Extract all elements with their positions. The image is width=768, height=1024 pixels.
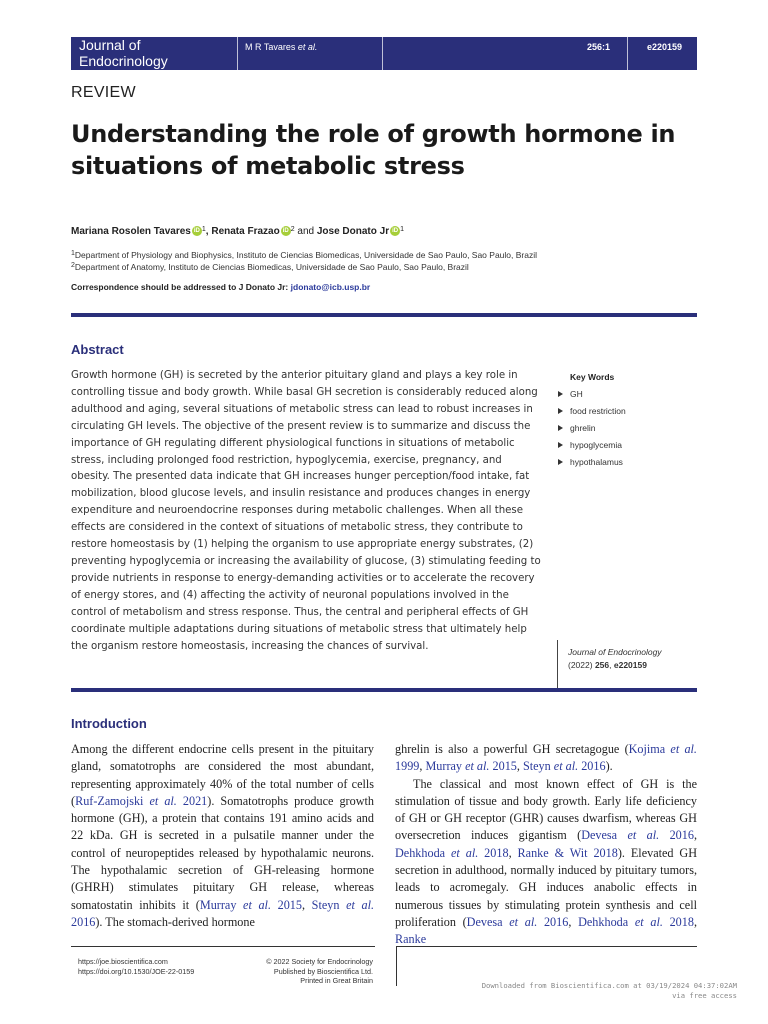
citation-details: (2022) 256, e220159 (568, 660, 647, 670)
introduction-heading: Introduction (71, 716, 147, 731)
orcid-icon[interactable]: iD (282, 228, 289, 235)
citation-link[interactable]: Dehkhoda (395, 845, 452, 860)
triangle-bullet-icon (558, 442, 563, 448)
citation-link[interactable]: Steyn (522, 759, 554, 774)
citation-link[interactable]: et al. (670, 742, 697, 756)
correspondence (71, 282, 370, 292)
citation-link[interactable]: 2018 (662, 914, 694, 929)
citation-link[interactable]: et al. (451, 845, 479, 860)
access-stamp: via free access (672, 991, 737, 1000)
journal-name-line1: Journal of (79, 37, 141, 53)
journal-header-bar (71, 37, 697, 70)
header-volume: 256:1 (587, 42, 611, 52)
keyword-item: GH (556, 386, 626, 403)
body-column-left (71, 741, 374, 931)
keyword-item: hypothalamus (556, 454, 626, 471)
section-rule (71, 313, 697, 317)
citation-link[interactable]: Dehkhoda (578, 914, 635, 929)
abstract-heading: Abstract (71, 342, 124, 357)
footer-rule (396, 946, 697, 947)
citation-link[interactable]: Devesa (466, 914, 510, 929)
keywords-heading: Key Words (570, 372, 615, 382)
citation-journal: Journal of Endocrinology (568, 647, 662, 657)
citation-link[interactable]: et al. (149, 793, 177, 808)
header-article-id: e220159 (647, 42, 683, 52)
triangle-bullet-icon (558, 459, 563, 465)
keyword-item: ghrelin (556, 420, 626, 437)
body-column-right (395, 741, 697, 949)
citation-link[interactable]: et al. (509, 914, 538, 929)
footer-printed: Printed in Great Britain (300, 976, 373, 985)
article-type: REVIEW (71, 84, 136, 101)
citation-link[interactable]: et al. (553, 759, 579, 774)
triangle-bullet-icon (558, 425, 563, 431)
footer-copyright: © 2022 Society for Endocrinology (266, 957, 373, 966)
abstract-text: Growth hormone (GH) is secreted by the anterior pituitary gland and plays a key role in controlling tissue and body growth. While basal GH secretion is considerably reduced along adulthood and aging, several situations of metabolic stress can lead to robust increases in circulating GH levels. The objective of the present review is to summarize and discuss the importance of GH regulating different physiological functions in situations of metabolic stress, including prolonged food restriction, hypoglycemia, exercise, pregnancy, and obesity. The presented data indicate that GH increases hunger perception/food intake, fat mobilization, blood glucose levels, and insulin resistance and produces changes in energy expenditure and neuroendocrine responses during metabolic challenges. When all these effects are considered in the context of situations of metabolic stress, they contribute to restore homeostasis by (1) helping the organism to use appropriate energy substrates, (2) preventing hypoglycemia or increasing the availability of glucose, (3) stimulating feeding to provide nutrients in response to energy-demanding activities or to accelerate the recovery of energy stores, and (4) affecting the activity of neuronal populations involved in the control of metabolism and stress response. Thus, the central and peripheral effects of GH coordinate multiple adaptations during situations of metabolic stress that ultimately help the organism restore homeostasis, increasing the chances of survival. (71, 370, 541, 652)
download-stamp: Downloaded from Bioscientifica.com at 03/19/2024 04:37:02AM (481, 981, 737, 990)
author-affiliation-marker: 2 (290, 226, 295, 233)
citation-link[interactable]: 2021 (176, 793, 208, 808)
citation-link[interactable]: 2015 (271, 897, 302, 912)
header-divider (237, 37, 238, 70)
journal-url-link[interactable]: https://joe.bioscientifica.com (78, 957, 168, 966)
header-divider (627, 37, 628, 70)
triangle-bullet-icon (558, 408, 563, 414)
affiliation: $^2$Department of Anatomy, Instituto de Ciencias Biomedicas, Universidade de Sao Paulo, Sao Paulo, Brazil (71, 262, 469, 272)
author-affiliation-marker: 1 (400, 226, 405, 233)
citation-link[interactable]: Ruf-Zamojski (75, 793, 150, 808)
journal-name-line2: Endocrinology (79, 53, 168, 69)
correspondence-email-link[interactable]: jdonato@icb.usp.br (290, 282, 371, 292)
citation-link[interactable]: Murray (199, 897, 244, 912)
citation-link[interactable]: et al. (465, 759, 490, 774)
citation-link[interactable]: et al. (346, 897, 375, 912)
citation-link[interactable]: Steyn (311, 897, 347, 912)
citation-link[interactable]: Murray (425, 759, 466, 774)
author-affiliation-marker: 1 (201, 226, 206, 233)
citation-link[interactable]: 2018 (478, 845, 509, 860)
title-line: situations of metabolic stress (71, 152, 465, 180)
citation-link[interactable]: 1999 (395, 759, 420, 774)
author-name[interactable]: Renata Frazao (211, 226, 280, 237)
author-separator: , (205, 226, 212, 237)
citation-link[interactable]: et al. (627, 828, 660, 843)
header-authors: M R Tavares et al. (245, 42, 318, 52)
body-paragraph: Among the different endocrine cells present in the pituitary gland, somatotrophs are considered the most abundant, representing approximately 40% of the total number of cells (Ruf-Zamojski et al. 2021). Somatotrophs produce growth hormone (GH), a protein that contains 191 amino acids and 22 kDa. GH is secreted in a pulsatile manner under the control of neuropeptides released by hypothalamic neurons. The hypothalamic secretion of GH-releasing hormone (GHRH) stimulates pituitary GH release, whereas somatostatin inhibits it (Murray et al. 2015, Steyn et al. 2016). The stomach-derived hormone (71, 742, 375, 929)
keywords-list (556, 386, 626, 471)
keyword-item: food restriction (556, 403, 626, 420)
footer-rule (71, 946, 375, 947)
header-divider (382, 37, 383, 70)
citation-link[interactable]: 2016 (578, 759, 606, 774)
citation-link[interactable]: Ranke & Wit 2018 (517, 845, 618, 860)
article-title (71, 118, 691, 182)
citation-link[interactable]: Kojima (628, 742, 671, 756)
citation-link[interactable]: 2015 (489, 759, 517, 774)
citation-link[interactable]: 2016 (537, 914, 569, 929)
author-name[interactable]: Mariana Rosolen Tavares (71, 226, 191, 237)
orcid-icon[interactable]: iD (193, 228, 200, 235)
citation-link[interactable]: et al. (243, 897, 271, 912)
body-paragraph: The classical and most known effect of GH is the stimulation of tissue and body growth. Early life deficiency of GH or GH receptor (GHR) causes dwarfism, whereas GH oversecretion induces gigantism (Devesa et al. 2016, Dehkhoda et al. 2018, Ranke & Wit 2018). Elevated GH secretion in adulthood, normally induced by pituitary tumors, leads to acromegaly. GH induces anabolic effects in numerous tissues by stimulating protein synthesis and cell proliferation (Devesa et al. 2016, Dehkhoda et al. 2018, Ranke (395, 776, 698, 947)
citation-box (557, 640, 698, 688)
author-name[interactable]: Jose Donato Jr (316, 226, 390, 237)
citation-link[interactable]: 2016 (71, 914, 96, 929)
author-list (71, 226, 404, 237)
citation-link[interactable]: Ranke (395, 932, 427, 947)
title-line: Understanding the role of growth hormone in (71, 120, 676, 148)
keyword-item: hypoglycemia (556, 437, 626, 454)
footer-divider (396, 946, 397, 986)
author-separator: and (294, 226, 317, 237)
citation-link[interactable]: 2016 (659, 828, 694, 843)
citation-link[interactable]: Devesa (581, 828, 628, 843)
journal-name (79, 37, 168, 69)
triangle-bullet-icon (558, 391, 563, 397)
footer-publisher: Published by Bioscientifica Ltd. (273, 967, 373, 976)
section-rule (71, 688, 697, 692)
correspondence-label: Correspondence should be addressed to J Donato Jr: (71, 282, 289, 292)
orcid-icon[interactable]: iD (392, 228, 399, 235)
affiliation: $^1$Department of Physiology and Biophysics, Instituto de Ciencias Biomedicas, Universidade de Sao Paulo, Sao Paulo, Brazil (71, 250, 537, 260)
body-paragraph: ghrelin is also a powerful GH secretagogue (Kojima et al. 1999, Murray et al. 2015, Steyn et al. 2016). (395, 742, 697, 774)
citation-link[interactable]: et al. (634, 914, 663, 929)
doi-link[interactable]: https://doi.org/10.1530/JOE-22-0159 (78, 967, 195, 976)
